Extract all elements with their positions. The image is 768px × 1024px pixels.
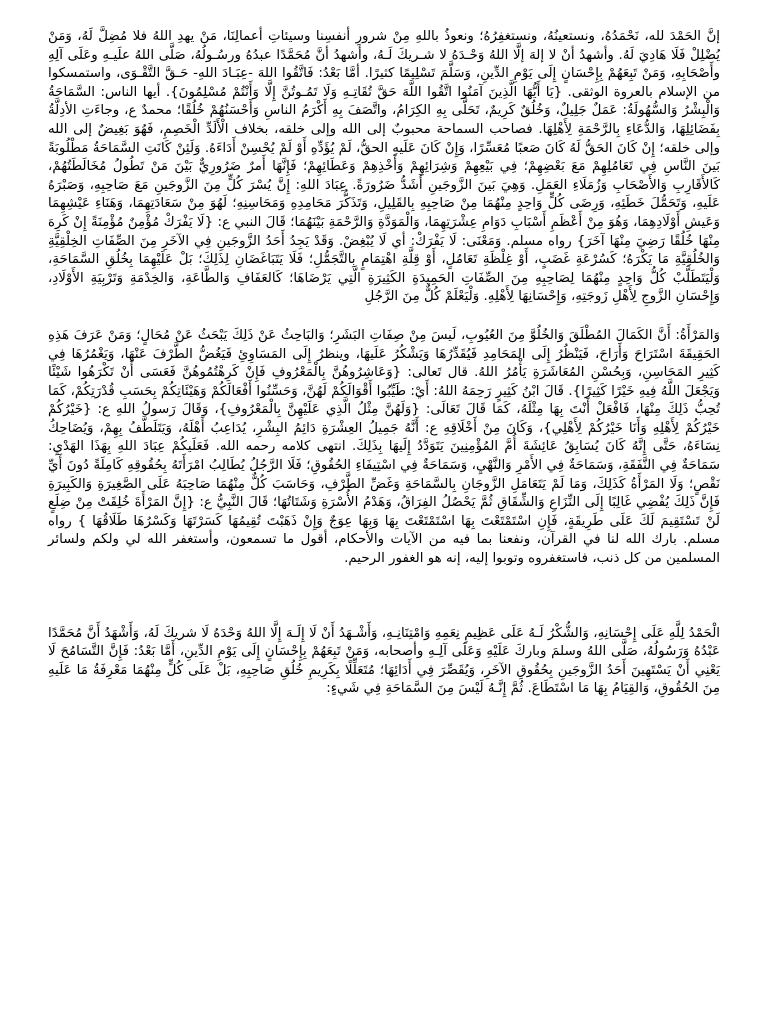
sermon-paragraph-opening: إنَّ الحَمْدَ لله، نَحْمَدُهُ، ونستعينُهُ، ونستغفِرُهُ؛ ونعوذُ باللهِ مِنْ شرورِ أنفسِنا وسيئاتِ أعمالِنَا، مَنْ يهدِ اللهُ فلا مُضِلَّ لَهُ، وَمَنْ يُضْلِلْ فَلَا هَادِيَ لَهُ. وأشهدُ أنْ لا إلهَ إلَّا اللهُ وَحْـدَهُ لا شـريكَ لَـهُ، وأشهدُ أنَّ مُحَمَّدًا عبدُهُ ورسُـولُهُ، صَلَّى اللهُ علَيـهِ وعَلَى آلِهِ وأَصْحَابِهِ، وَمَنْ تَبِعَهُمْ بِإِحْسَانٍ إِلَى يَوْمِ الدِّينِ، وَسَلَّمَ تَسْلِيمًا كثيرًا. أمَّا بَعْدُ: فَاتَّقُوا اللهَ -عِبَـادَ اللهِ- حَـقَّ التَّقْـوَى، واستمسكوا من الإسلام بالعروة الوثقى. {يَا أَيُّهَا الَّذِينَ آمَنُوا اتَّقُوا اللَّهَ حَقَّ تُقَاتِـهِ وَلَا تَمُـوتُنَّ إِلَّا وَأَنْتُمْ مُسْلِمُونَ}. أيها الناس: السَّمَاحَةُ وَالْبِشْرُ وَالسُّهُولَةُ: عَمَلٌ جَلِيلٌ، وَخُلُقٌ كَرِيمٌ، تَحَلَّى بِهِ الكِرَامُ، واتَّصَفَ بِهِ أَكْرَمُ الناسِ وَأَحْسَنُهُمْ خُلُقًا؛ محمدٌ ع، وجاءَتِ الأدِلَّةُ بِفَضَائِلِهَا، وَالدُّعَاءِ بِالرَّحْمَةِ لِأَهْلِهَا. فصاحب السماحة محبوبٌ إلى الله وإلى خلقه، بخلاف الْأَلَدِّ الْخَصِمِ، فَهُوَ بَغِيضٌ إلى الله وإلى خلقه؛ إِنْ كَانَ الحَقُّ لَهُ كَانَ صَعبًا مُعَسِّرًا، وَإِنْ كَانَ عَلَيهِ الحقُّ، لَمْ يُؤَدِّهِ أَوْ لَمْ يُحْسِنْ أَدَاءَهُ. وَلَئِنْ كَانَتِ السَّمَاحَةُ مَطْلُوبَةً بَينَ النَّاسِ فِي تَعَامُلِهِمْ مَعَ بَعْضِهِمْ؛ فِي بَيْعِهِمْ وَشِرَائِهِمْ وَأَخْذِهِمْ وَعَطَائِهِمْ؛ فَإِنَّهَا أَمرٌ ضَرُورِيٌّ بَيْنَ مَنْ تَطُولُ مُخَالَطَتُهُمْ، كَالأَقَارِبِ وَالأَصْحَابِ وَزُمَلَاءِ العَمَلِ. وَهِيَ بَينَ الزَّوجَينِ أَشَدُّ ضَرُورَةً. عِبَادَ اللهِ: إِنَّ يُسْرَ كُلٍّ مِنَ الزَّوجَينِ مَعَ صَاحِبِهِ، وَصَبْرَهُ عَلَيهِ، وَتَحَمُّلَ خَطَئِهِ، وَرِضَى كُلٍّ وَاحِدٍ مِنْهُمَا مِنْ صَاحِبِهِ بِالقَلِيلِ، وَتَذَكُّرَ مَحَامِدِهِ وَمَحَاسِنِهِ؛ لَهُوَ مِنْ سَعَادَتِهِمَا، وَهَنَاءِ عَيْشِهِمَا وَعَيشِ أَوْلَادِهِمَا، وَهُوَ مِنْ أَعْظَمِ أَسْبَابِ دَوَامِ عِشْرَتِهِمَا، وَالْمَوَدَّةِ وَالرَّحْمَةِ بَيْنَهُمَا؛ قَالَ النبي ع: {لَا يَفْرَكْ مُؤْمِنٌ مُؤْمِنَةً إِنْ كَرِهَ مِنْهَا خُلُقًا رَضِيَ مِنْهَا آخَرَ} رواه مسلم. وَمَعْنَى: لَا يَفْرَكْ: أي لَا يُبْغِضْ. وَقَدْ يَجِدُ أَحَدُ الزَّوجَينِ فِي الآخَرِ مِنَ الصِّفَاتِ الخِلْقِيَّةِ وَالخُلُقِيَّةِ مَا يَكْرَهُ؛ كَسُرْعَةِ غَضَبٍ، أَوْ غِلْظَةِ تَعَامُلٍ، أَوْ قِلَّةِ اهْتِمَامٍ بِالتَّجَمُّلِ؛ فَلَا يَتَبَاغَضَانِ لِذَلِكَ؛ بَلْ عَلَيْهِمَا بِخُلُقِ السَّمَاحَةِ، وَلْيَتَطَلَّبْ كُلُّ وَاحِدٍ مِنْهُمَا لِصَاحِبِهِ مِنَ الصِّفَاتِ الحَمِيدَةِ الكَثِيرَةِ الَّتِي يَرْضَاهَا؛ كَالعَفَافِ وَالطَّاعَةِ، وَالخِدْمَةِ وَتَرْبِيَةِ الأَوْلَادِ، وَإِحْسَانِ الزَّوجِ لِأَهْلِ زَوجَتِهِ، وَإِحْسَانِهَا لِأَهْلِهِ. وَلْيَعْلَمْ كُلٌّ مِنَ الرَّجُلِ (48, 29, 720, 305)
sermon-paragraph-continuation: وَالمَرْأَةُ: أَنَّ الكَمَالَ المُطْلَقَ وَالخُلُوَّ مِنَ العُيُوبِ، لَيسَ مِنْ صِفَاتِ البَشَرِ؛ وَالبَاحِثُ عَنْ ذَلِكَ يَبْحَثُ عَنْ مُحَالٍ؛ وَمَنْ عَرَفَ هَذِهِ الحَقِيقَةَ اسْتَرَاحَ وَأَرَاحَ، فَيَنْظُرُ إِلَى المَحَامِدِ فَيُقَدِّرُهَا وَيَشْكُرُ عَلَيهَا، وينظرُ إِلَى المَسَاوِئِ فَيَغُضُّ الطَّرْفَ عَنْهَا، وَيَغْمُرُهَا فِي كَثِيرِ المَحَاسِنِ، وَبِحُسْنِ المُعَاشَرَةِ يَأْمُرُ اللهُ. قال تَعالى: {وَعَاشِرُوهُنَّ بِالْمَعْرُوفِ فَإِنْ كَرِهْتُمُوهُنَّ فَعَسَى أَنْ تَكْرَهُوا شَيْئًا وَيَجْعَلَ اللَّهُ فِيهِ خَيْرًا كَثِيرًا}. قَالَ ابْنُ كَثِيرٍ رَحِمَهُ اللهُ: أَيْ: طَيِّبُوا أَقْوَالَكُمْ لَهُنَّ، وَحَسِّنُوا أَفْعَالَكُمْ وَهَيْئَاتِكُمْ بِحَسَبِ قُدْرَتِكُمْ، كَمَا تُحِبُّ ذَلِكَ مِنْهَا، فَافْعَلْ أَنْتَ بِهَا مِثْلَهُ، كَمَا قَالَ تَعَالَى: {وَلَهُنَّ مِثْلُ الَّذِي عَلَيْهِنَّ بِالْمَعْرُوفِ}، وَقَالَ رَسولُ اللهِ ع: {خَيْرُكُمْ خَيْرُكُمْ لِأَهْلِهِ وَأَنَا خَيْرُكُمْ لِأَهْلِي}، وَكَانَ مِنْ أَخْلَاقِهِ ع: أَنَّهُ جَمِيلُ العِشْرَةِ دَائِمُ البِشْرِ، يُدَاعِبُ أَهْلَهُ، وَيَتَلَطَّفُ بِهِمْ، وَيُضَاحِكُ نِسَاءَهُ، حَتَّى إِنَّهُ كَانَ يُسَابِقُ عَائِشَةَ أُمَّ المُؤْمِنِينَ يَتَوَدَّدُ إِلَيهَا بِذَلِكَ. انتهى كلامه رحمه الله. فَعَلَيكُمْ عِبَادَ اللهِ بِهَذَا الهَدْيِ: سَمَاحَةٌ فِي النَّفَقَةِ، وَسَمَاحَةٌ فِي الأَمْرِ وَالنَّهْيِ، وَسَمَاحَةٌ فِي اسْتِيفَاءِ الحُقُوقِ؛ فَلَا الرَّجُلُ يُطَالِبُ امْرَأَتَهُ بِحُقُوقِهِ كَامِلَةً دُونَ أَيِّ نَقْصٍ؛ وَلَا المَرْأَةُ كَذَلِكَ، وَمَا لَمْ يَتَعَامَلِ الزَّوجَانِ بِالسَّمَاحَةِ وَغَضِّ الطَّرْفِ، وَحَاسَبَ كُلٌّ مِنْهُمَا صَاحِبَهُ عَلَى الصَّغِيرَةِ وَالكَبِيرَةِ فَإِنَّ ذَلِكَ يُفْضِي غَالِبًا إِلَى النِّزَاعِ وَالشِّقَاقِ ثُمَّ يَحْصُلُ الفِرَاقُ، وَهَدْمُ الأُسْرَةِ وَشَتَاتُهَا؛ قَالَ النَّبِيُّ ع: {إِنَّ المَرْأَةَ خُلِقَتْ مِنْ ضِلَعٍ لَنْ تَسْتَقِيمَ لَكَ عَلَى طَرِيقَةٍ، فَإِنِ اسْتَمْتَعْتَ بِهَا اسْتَمْتَعْتَ بِهَا وَبِهَا عِوَجٌ وَإِنْ ذَهَبْتَ تُقِيمُهَا كَسَرْتَهَا وَكَسْرُهَا طَلَاقُهَا } رواه مسلم. بارك الله لنا في القرآن، ونفعنا بما فيه من الآيات والأحكام، أقول ما تسمعون، وأستغفر الله لي ولكم ولسائر المسلمين من كل ذنب، فاستغفروه وتوبوا إليه، إنه هو الغفور الرحيم. (48, 327, 720, 567)
paragraph-spacer (48, 307, 720, 327)
sermon-paragraph-second-part: الْحَمْدُ لِلَّهِ عَلَى إِحْسَانِهِ، وَالشُّكْرُ لَـهُ عَلَى عَظِيمِ نِعَمِهِ وَامْتِنَانِـهِ، وَأَشْـهَدُ أَنْ لَا إِلَـهَ إِلَّا اللهُ وَحْدَهُ لَا شريكَ لَهُ، وَأَشْهَدُ أَنَّ مُحَمَّدًا عَبْدُهُ وَرَسُولُهُ، صَلَّى اللهُ وسلمَ وباركَ عَلَيْهِ وَعَلَى آلِـهِ وأصحابه، وَمَنْ تَبِعَهُمْ بِإِحْسَانٍ إِلَى يَوْمِ الدِّينِ، أَمَّا بَعْدُ: فَإِنَّ التَّسَامُحَ لَا يَعْنِي أَنْ يَسْتَهِينَ أَحَدُ الزَّوجَينِ بِحُقُوقِ الآخَرِ، وَيُقَصِّرَ فِي أَدَائِهَا؛ مُتَعَلِّلًا بِكَرِيمِ خُلُقِ صَاحِبِهِ، بَلْ عَلَى كُلٍّ مِنْهُمَا مَعْرِفَةُ مَا عَلَيهِ مِنَ الحُقُوقِ، وَالقِيَامُ بِهَا مَا اسْتَطَاعَ. ثُمَّ إِنَّـهُ لَيْسَ مِنَ السَّمَاحَةِ فِي شَيءٍ: (48, 625, 720, 697)
paragraph-spacer (48, 569, 720, 625)
